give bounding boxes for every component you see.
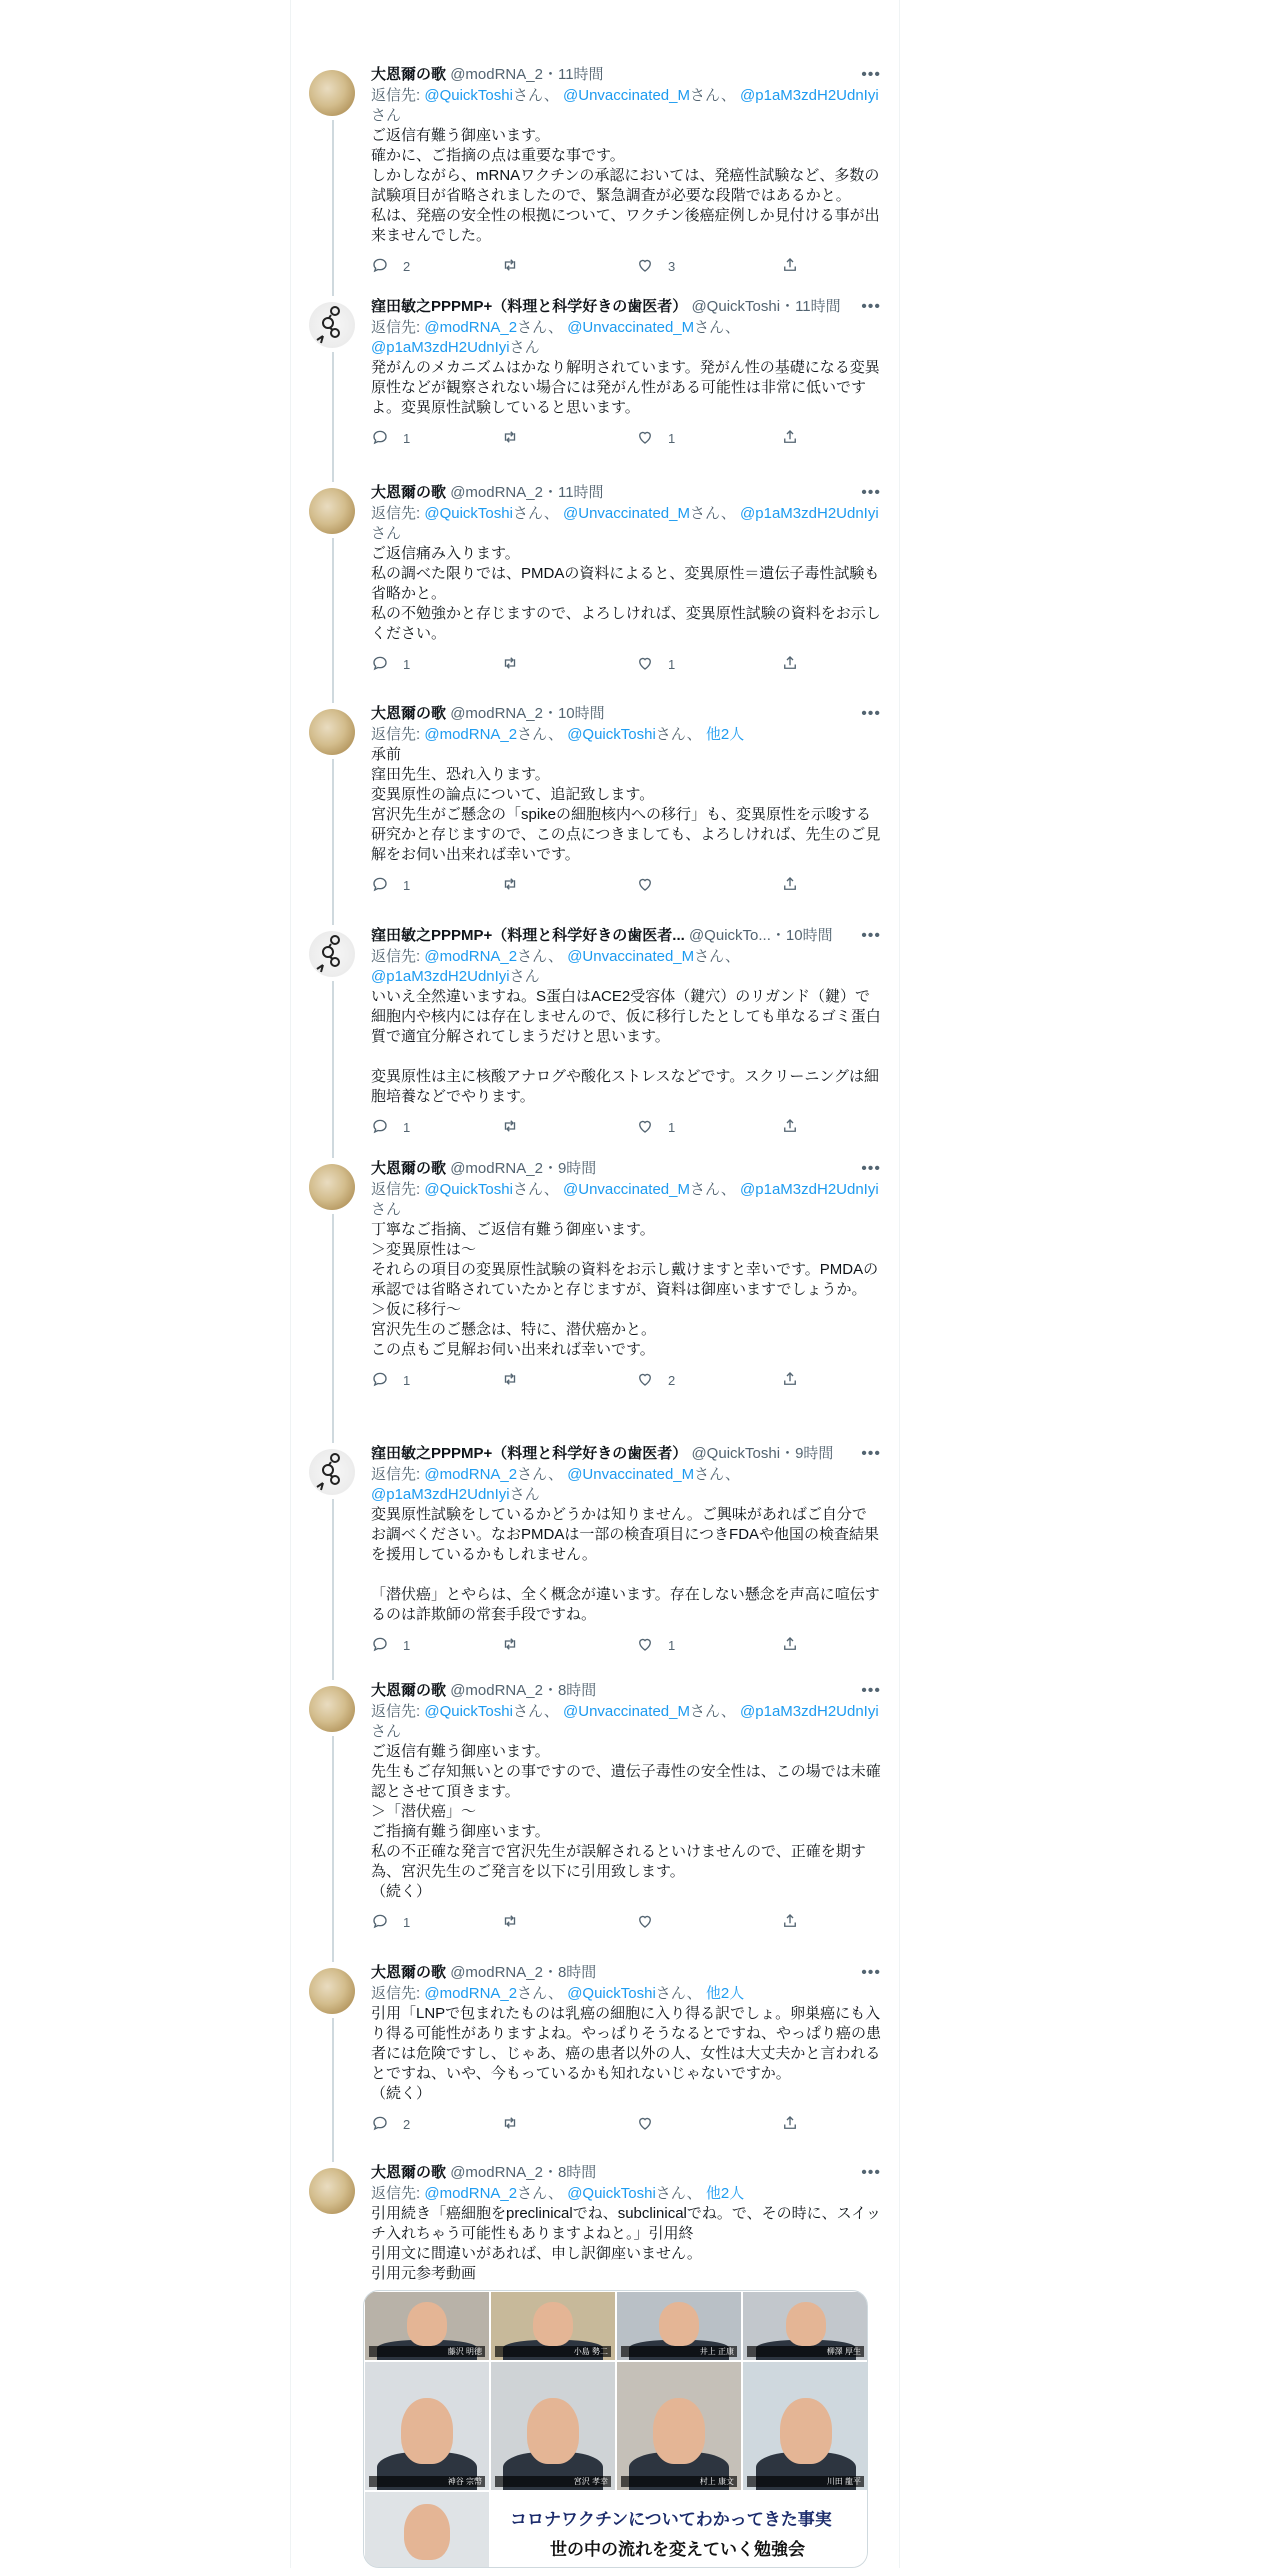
speaker-name: 小島 勢二 — [495, 2346, 611, 2357]
speaker-face — [786, 2302, 826, 2346]
retweet-button[interactable] — [501, 1635, 533, 1655]
mention-link[interactable]: @QuickToshi — [424, 1703, 513, 1720]
speaker-photo — [742, 2361, 868, 2491]
reply-count: 2 — [403, 258, 411, 274]
user-handle[interactable]: @modRNA_2 — [450, 705, 543, 722]
mention-link[interactable]: @QuickToshi — [424, 87, 513, 104]
video-title-banner — [490, 2491, 868, 2568]
retweet-icon — [501, 428, 519, 449]
reply-button[interactable] — [371, 1370, 410, 1390]
speaker-name: 川田 龍平 — [747, 2476, 864, 2487]
heart-icon — [636, 428, 654, 449]
mention-link[interactable]: @p1aM3zdH2UdnIyi — [740, 1181, 879, 1198]
speaker-photo — [364, 2361, 490, 2491]
thread-connector — [332, 352, 334, 482]
reply-count: 1 — [403, 1914, 411, 1930]
timestamp[interactable]: 11時間 — [795, 298, 841, 315]
reply-prefix: 返信先: — [371, 1985, 421, 2002]
action-bar — [371, 875, 881, 895]
avatar[interactable] — [309, 709, 355, 755]
tweet-text: ご返信有難う御座います。 先生もご存知無いとの事ですので、遺伝子毒性の安全性は、この場では未確認とさせて頂きます。 ＞「潜伏癌」～ ご指摘有難う御座います。 私の不正確な発言で宮沢先生が誤解されるといけませんので、正確を期す為、宮沢先生のご発言を以下に引用致します。 （続く） — [371, 1743, 881, 1900]
retweet-button[interactable] — [501, 2114, 533, 2134]
action-bar — [371, 2114, 881, 2134]
reply-button[interactable] — [371, 256, 410, 276]
like-button[interactable] — [636, 1370, 675, 1390]
share-button[interactable] — [781, 428, 799, 448]
heart-icon — [636, 1635, 654, 1656]
avatar[interactable] — [309, 302, 355, 348]
reply-button[interactable] — [371, 428, 410, 448]
separator-dot: ・ — [780, 298, 796, 315]
user-handle[interactable]: @modRNA_2 — [450, 1682, 543, 1699]
tweet-header — [371, 2162, 881, 2184]
action-bar — [371, 1370, 881, 1390]
banner-subtitle: 世の中の流れを変えていく勉強会 — [550, 2540, 805, 2559]
speaker-name: 神谷 宗幣 — [369, 2476, 485, 2487]
reply-count: 1 — [403, 1372, 411, 1388]
speaker-photo — [742, 2291, 868, 2361]
like-count: 1 — [668, 656, 676, 672]
mention-link[interactable]: @modRNA_2 — [424, 319, 518, 336]
share-icon — [781, 1370, 799, 1391]
like-button[interactable] — [636, 654, 675, 674]
speaker-photo — [364, 2291, 490, 2361]
heart-icon — [636, 654, 654, 675]
mention-link[interactable]: @Unvaccinated_M — [563, 87, 690, 104]
tweet-header — [371, 703, 881, 725]
retweet-button[interactable] — [501, 654, 533, 674]
retweet-icon — [501, 654, 519, 675]
retweet-icon — [501, 1117, 519, 1138]
left-margin — [0, 0, 290, 2568]
display-name[interactable]: 大恩爾の歌 — [371, 484, 447, 501]
reply-button[interactable] — [371, 1635, 410, 1655]
reply-prefix: 返信先: — [371, 2185, 421, 2202]
display-name[interactable]: 大恩爾の歌 — [371, 1964, 447, 1981]
speaker-photo — [616, 2291, 742, 2361]
more-options-icon[interactable]: ••• — [861, 484, 881, 501]
display-name[interactable]: 窪田敏之PPPMP+（料理と科学好きの歯医者... — [371, 927, 685, 944]
speaker-photo — [364, 2491, 490, 2568]
user-handle[interactable]: @modRNA_2 — [450, 1160, 543, 1177]
like-button[interactable] — [636, 2114, 668, 2134]
share-button[interactable] — [781, 2114, 799, 2134]
mention-link[interactable]: @modRNA_2 — [424, 1985, 518, 2002]
retweet-icon — [501, 1635, 519, 1656]
more-options-icon[interactable]: ••• — [861, 66, 881, 83]
tweet-text: ご返信有難う御座います。 確かに、ご指摘の点は重要な事です。 しかしながら、mRNAワクチンの承認においては、発癌性試験など、多数の試験項目が省略されましたので、緊急調査が必要な段階ではあるかと。 私は、発癌の安全性の根拠について、ワクチン後癌症例しか見付ける事が出来ませんでした。 — [371, 127, 880, 244]
retweet-button[interactable] — [501, 1912, 533, 1932]
tweet-text: 発がんのメカニズムはかなり解明されています。発がん性の基礎になる変異原性などが観察されない場合には発がん性がある可能性は非常に低いですよ。変異原性試験していると思います。 — [371, 359, 880, 416]
replying-to: 返信先: @QuickToshiさん、 @Unvaccinated_Mさん、 @p1aM3zdH2UdnIyiさん — [371, 87, 879, 124]
like-count: 3 — [668, 258, 676, 274]
thread-connector — [332, 1214, 334, 1443]
timestamp[interactable]: 10時間 — [785, 927, 833, 944]
action-bar — [371, 1635, 881, 1655]
avatar[interactable] — [309, 488, 355, 534]
user-handle[interactable]: @QuickTo... — [688, 927, 771, 944]
speaker-name: 宮沢 孝幸 — [495, 2476, 611, 2487]
mention-link[interactable]: @p1aM3zdH2UdnIyi — [740, 1703, 879, 1720]
thread-connector — [332, 1736, 334, 1962]
speaker-face — [780, 2398, 832, 2464]
speaker-name: 井上 正康 — [621, 2346, 737, 2357]
separator-dot: ・ — [770, 927, 786, 944]
mention-link[interactable]: @QuickToshi — [567, 2185, 656, 2202]
avatar[interactable] — [309, 1686, 355, 1732]
reply-count: 1 — [403, 877, 411, 893]
reply-count: 2 — [403, 2116, 411, 2132]
tweet-text: 変異原性試験をしているかどうかは知りません。ご興味があればご自分でお調べください。なおPMDAは一部の検査項目につきFDAや他国の検査結果を援用しているかもしれません。 「潜伏癌」とやらは、全く概念が違います。存在しない懸念を声高に喧伝するのは詐欺師の常套手段ですね。 — [371, 1506, 880, 1623]
reply-icon — [371, 654, 389, 675]
reply-icon — [371, 256, 389, 277]
heart-icon — [636, 1370, 654, 1391]
thread-connector — [332, 1499, 334, 1680]
reply-icon — [371, 1117, 389, 1138]
reply-prefix: 返信先: — [371, 505, 421, 522]
mention-link[interactable]: @p1aM3zdH2UdnIyi — [740, 505, 879, 522]
separator-dot: ・ — [542, 1682, 558, 1699]
reply-button[interactable] — [371, 875, 410, 895]
more-options-icon[interactable]: ••• — [861, 2164, 881, 2181]
separator-dot: ・ — [542, 1160, 558, 1177]
avatar[interactable] — [309, 931, 355, 977]
thread-connector — [332, 538, 334, 703]
reply-icon — [371, 1370, 389, 1391]
replying-to: 返信先: @modRNA_2さん、 @Unvaccinated_Mさん、 @p1aM3zdH2UdnIyiさん — [371, 1466, 741, 1503]
speaker-photo — [616, 2361, 742, 2491]
reply-count: 1 — [403, 430, 411, 446]
replying-to: 返信先: @modRNA_2さん、 @QuickToshiさん、 他2人 — [371, 726, 745, 743]
reply-prefix: 返信先: — [371, 319, 421, 336]
separator-dot: ・ — [542, 66, 558, 83]
like-count: 1 — [668, 430, 676, 446]
more-options-icon[interactable]: ••• — [861, 927, 881, 944]
reply-count: 1 — [403, 1119, 411, 1135]
display-name[interactable]: 窪田敏之PPPMP+（料理と科学好きの歯医者） — [371, 1445, 688, 1462]
mention-link[interactable]: @Unvaccinated_M — [567, 1466, 695, 1483]
mention-link[interactable]: @modRNA_2 — [424, 2185, 518, 2202]
reply-button[interactable] — [371, 2114, 410, 2134]
separator-dot: ・ — [542, 484, 558, 501]
avatar[interactable] — [309, 1449, 355, 1495]
display-name[interactable]: 窪田敏之PPPMP+（料理と科学好きの歯医者） — [371, 298, 688, 315]
user-handle[interactable]: @QuickToshi — [691, 298, 781, 315]
mention-link[interactable]: @modRNA_2 — [424, 948, 518, 965]
reply-prefix: 返信先: — [371, 726, 421, 743]
speaker-face — [653, 2398, 705, 2464]
share-icon — [781, 1117, 799, 1138]
replying-to: 返信先: @modRNA_2さん、 @QuickToshiさん、 他2人 — [371, 1985, 745, 2002]
display-name[interactable]: 大恩爾の歌 — [371, 1682, 447, 1699]
retweet-button[interactable] — [501, 1117, 533, 1137]
speaker-photo — [490, 2361, 616, 2491]
like-button[interactable] — [636, 1117, 675, 1137]
avatar[interactable] — [309, 2168, 355, 2214]
tweet-text: 引用続き「癌細胞をpreclinicalでね、subclinicalでね。で、その時に、スイッチ入れちゃう可能性もありますよねと。」引用終 引用文に間違いがあれば、申し訳御座いません。 引用元参考動画 — [371, 2205, 881, 2282]
display-name[interactable]: 大恩爾の歌 — [371, 66, 447, 83]
reply-icon — [371, 875, 389, 896]
tweet-header — [371, 925, 881, 947]
separator-dot: ・ — [542, 2164, 558, 2181]
display-name[interactable]: 大恩爾の歌 — [371, 2164, 447, 2181]
like-button[interactable] — [636, 256, 675, 276]
thread-connector — [332, 2018, 334, 2162]
action-bar — [371, 256, 881, 276]
replying-to: 返信先: @QuickToshiさん、 @Unvaccinated_Mさん、 @p1aM3zdH2UdnIyiさん — [371, 505, 879, 542]
share-button[interactable] — [781, 1912, 799, 1932]
user-handle[interactable]: @modRNA_2 — [450, 484, 543, 501]
more-options-icon[interactable]: ••• — [861, 1964, 881, 1981]
banner-title: コロナワクチンについてわかってきた事実 — [510, 2510, 832, 2529]
reply-count: 1 — [403, 656, 411, 672]
tweet-text: ご返信痛み入ります。 私の調べた限りでは、PMDAの資料によると、変異原性＝遺伝子毒性試験も省略かと。 私の不勉強かと存じますので、よろしければ、変異原性試験の資料をお示しください。 — [371, 545, 881, 642]
others-link[interactable]: 他2人 — [705, 726, 745, 743]
timestamp[interactable]: 8時間 — [557, 2164, 597, 2181]
tweet-header — [371, 1962, 881, 1984]
mention-link[interactable]: @Unvaccinated_M — [567, 948, 695, 965]
display-name[interactable]: 大恩爾の歌 — [371, 705, 447, 722]
reply-icon — [371, 1912, 389, 1933]
reply-prefix: 返信先: — [371, 1466, 421, 1483]
mention-link[interactable]: @Unvaccinated_M — [563, 1703, 690, 1720]
timestamp[interactable]: 11時間 — [557, 66, 604, 83]
retweet-button[interactable] — [501, 1370, 533, 1390]
mention-link[interactable]: @p1aM3zdH2UdnIyi — [371, 1486, 510, 1503]
tweet-header — [371, 296, 881, 318]
reply-icon — [371, 2114, 389, 2135]
mention-link[interactable]: @modRNA_2 — [424, 1466, 518, 1483]
tweet-text: 引用「LNPで包まれたものは乳癌の細胞に入り得る訳でしょ。卵巣癌にも入り得る可能性がありますよね。やっぱりそうなるとですね、やっぱり癌の患者には危険ですし、じゃあ、癌の患者以外の人、女性は大丈夫かと言われるとですね、いや、今もっているかも知れないじゃないですか。 （続く） — [371, 2005, 882, 2102]
like-button[interactable] — [636, 1912, 668, 1932]
retweet-icon — [501, 256, 519, 277]
like-button[interactable] — [636, 875, 668, 895]
retweet-icon — [501, 1370, 519, 1391]
tweet-text: いいえ全然違いますね。S蛋白はACE2受容体（鍵穴）のリガンド（鍵）で細胞内や核内には存在しませんので、仮に移行したとしても単なるゴミ蛋白質で適宜分解されてしまうだけと思います。 変異原性は主に核酸アナログや酸化ストレスなどです。スクリーニングは細胞培養などでやります。 — [371, 988, 881, 1105]
mention-link[interactable]: @Unvaccinated_M — [563, 1181, 690, 1198]
avatar[interactable] — [309, 1164, 355, 1210]
replying-to: 返信先: @modRNA_2さん、 @QuickToshiさん、 他2人 — [371, 2185, 745, 2202]
timestamp[interactable]: 11時間 — [557, 484, 604, 501]
speaker-name: 柳澤 厚生 — [747, 2346, 864, 2357]
separator-dot: ・ — [542, 705, 558, 722]
timestamp[interactable]: 9時間 — [795, 1445, 834, 1462]
share-button[interactable] — [781, 875, 799, 895]
timestamp[interactable]: 8時間 — [557, 1964, 597, 1981]
tweet-text: 丁寧なご指摘、ご返信有難う御座います。 ＞変異原性は～ それらの項目の変異原性試験の資料をお示し戴けますと幸いです。PMDAの承認では省略されていたかと存じますが、資料は御座いますでしょうか。 ＞仮に移行～ 宮沢先生のご懸念は、特に、潜伏癌かと。 この点もご見解お伺い出来れば幸いです。 — [371, 1221, 879, 1358]
separator-dot: ・ — [542, 1964, 558, 1981]
retweet-button[interactable] — [501, 875, 533, 895]
reply-prefix: 返信先: — [371, 87, 421, 104]
mention-link[interactable]: @Unvaccinated_M — [563, 505, 690, 522]
tweet-header — [371, 1158, 881, 1180]
reply-prefix: 返信先: — [371, 1703, 421, 1720]
reply-count: 1 — [403, 1637, 411, 1653]
speaker-photo — [490, 2291, 616, 2361]
replying-to: 返信先: @modRNA_2さん、 @Unvaccinated_Mさん、 @p1aM3zdH2UdnIyiさん — [371, 319, 741, 356]
share-icon — [781, 875, 799, 896]
mention-link[interactable]: @Unvaccinated_M — [567, 319, 695, 336]
share-button[interactable] — [781, 1117, 799, 1137]
action-bar — [371, 654, 881, 674]
replying-to: 返信先: @QuickToshiさん、 @Unvaccinated_Mさん、 @p1aM3zdH2UdnIyiさん — [371, 1703, 879, 1740]
retweet-button[interactable] — [501, 428, 533, 448]
tweet-text: 承前 窪田先生、恐れ入ります。 変異原性の論点について、追記致します。 宮沢先生がご懸念の「spikeの細胞核内への移行」も、変異原性を示唆する研究かと存じますので、この点につきましても、よろしければ、先生のご見解をお伺い出来れば幸いです。 — [371, 746, 881, 863]
timestamp[interactable]: 8時間 — [557, 1682, 597, 1699]
share-icon — [781, 1635, 799, 1656]
heart-icon — [636, 1117, 654, 1138]
reply-prefix: 返信先: — [371, 948, 421, 965]
speaker-name: 村上 康文 — [621, 2476, 737, 2487]
others-link[interactable]: 他2人 — [705, 1985, 745, 2002]
like-count: 2 — [668, 1372, 676, 1388]
more-options-icon[interactable]: ••• — [861, 298, 881, 315]
conversation-timeline — [290, 0, 900, 2568]
share-button[interactable] — [781, 256, 799, 276]
more-options-icon[interactable]: ••• — [861, 1682, 881, 1699]
reply-button[interactable] — [371, 654, 410, 674]
share-icon — [781, 2114, 799, 2135]
like-button[interactable] — [636, 1635, 675, 1655]
mention-link[interactable]: @QuickToshi — [424, 1181, 513, 1198]
share-button[interactable] — [781, 1370, 799, 1390]
mention-link[interactable]: @QuickToshi — [567, 726, 656, 743]
thread-connector — [332, 981, 334, 1158]
thread-connector — [332, 120, 334, 296]
mention-link[interactable]: @QuickToshi — [424, 505, 513, 522]
reply-button[interactable] — [371, 1912, 410, 1932]
tweet-header — [371, 1443, 881, 1465]
like-button[interactable] — [636, 428, 675, 448]
timestamp[interactable]: 10時間 — [557, 705, 605, 722]
action-bar — [371, 428, 881, 448]
share-icon — [781, 256, 799, 277]
mention-link[interactable]: @p1aM3zdH2UdnIyi — [371, 339, 510, 356]
replying-to: 返信先: @modRNA_2さん、 @Unvaccinated_Mさん、 @p1aM3zdH2UdnIyiさん — [371, 948, 741, 985]
avatar[interactable] — [309, 1968, 355, 2014]
user-handle[interactable]: @modRNA_2 — [450, 2164, 543, 2181]
mention-link[interactable]: @p1aM3zdH2UdnIyi — [371, 968, 510, 985]
speaker-face — [533, 2302, 573, 2346]
timestamp[interactable]: 9時間 — [557, 1160, 597, 1177]
reply-prefix: 返信先: — [371, 1181, 421, 1198]
more-options-icon[interactable]: ••• — [861, 1445, 881, 1462]
video-thumbnail[interactable] — [363, 2290, 868, 2568]
share-button[interactable] — [781, 654, 799, 674]
display-name[interactable]: 大恩爾の歌 — [371, 1160, 447, 1177]
share-icon — [781, 654, 799, 675]
speaker-name: 藤沢 明徳 — [369, 2346, 485, 2357]
user-handle[interactable]: @QuickToshi — [691, 1445, 781, 1462]
share-icon — [781, 428, 799, 449]
replying-to: 返信先: @QuickToshiさん、 @Unvaccinated_Mさん、 @p1aM3zdH2UdnIyiさん — [371, 1181, 879, 1218]
separator-dot: ・ — [780, 1445, 796, 1462]
tweet-header — [371, 64, 881, 86]
avatar[interactable] — [309, 70, 355, 116]
heart-icon — [636, 2114, 654, 2135]
heart-icon — [636, 875, 654, 896]
more-options-icon[interactable]: ••• — [861, 705, 881, 722]
reply-button[interactable] — [371, 1117, 410, 1137]
action-bar — [371, 1117, 881, 1137]
mention-link[interactable]: @QuickToshi — [567, 1985, 656, 2002]
retweet-icon — [501, 1912, 519, 1933]
like-count: 1 — [668, 1637, 676, 1653]
action-bar — [371, 1912, 881, 1932]
heart-icon — [636, 1912, 654, 1933]
heart-icon — [636, 256, 654, 277]
like-count: 1 — [668, 1119, 676, 1135]
speaker-face — [404, 2504, 450, 2560]
thread-connector — [332, 759, 334, 925]
reply-icon — [371, 1635, 389, 1656]
tweet-header — [371, 1680, 881, 1702]
share-button[interactable] — [781, 1635, 799, 1655]
user-handle[interactable]: @modRNA_2 — [450, 66, 543, 83]
tweet-header — [371, 482, 881, 504]
retweet-icon — [501, 875, 519, 896]
speaker-face — [527, 2398, 579, 2464]
reply-icon — [371, 428, 389, 449]
others-link[interactable]: 他2人 — [705, 2185, 745, 2202]
more-options-icon[interactable]: ••• — [861, 1160, 881, 1177]
retweet-button[interactable] — [501, 256, 533, 276]
mention-link[interactable]: @modRNA_2 — [424, 726, 518, 743]
speaker-face — [401, 2398, 453, 2464]
speaker-face — [659, 2302, 699, 2346]
retweet-icon — [501, 2114, 519, 2135]
mention-link[interactable]: @p1aM3zdH2UdnIyi — [740, 87, 879, 104]
share-icon — [781, 1912, 799, 1933]
user-handle[interactable]: @modRNA_2 — [450, 1964, 543, 1981]
speaker-face — [407, 2302, 447, 2346]
